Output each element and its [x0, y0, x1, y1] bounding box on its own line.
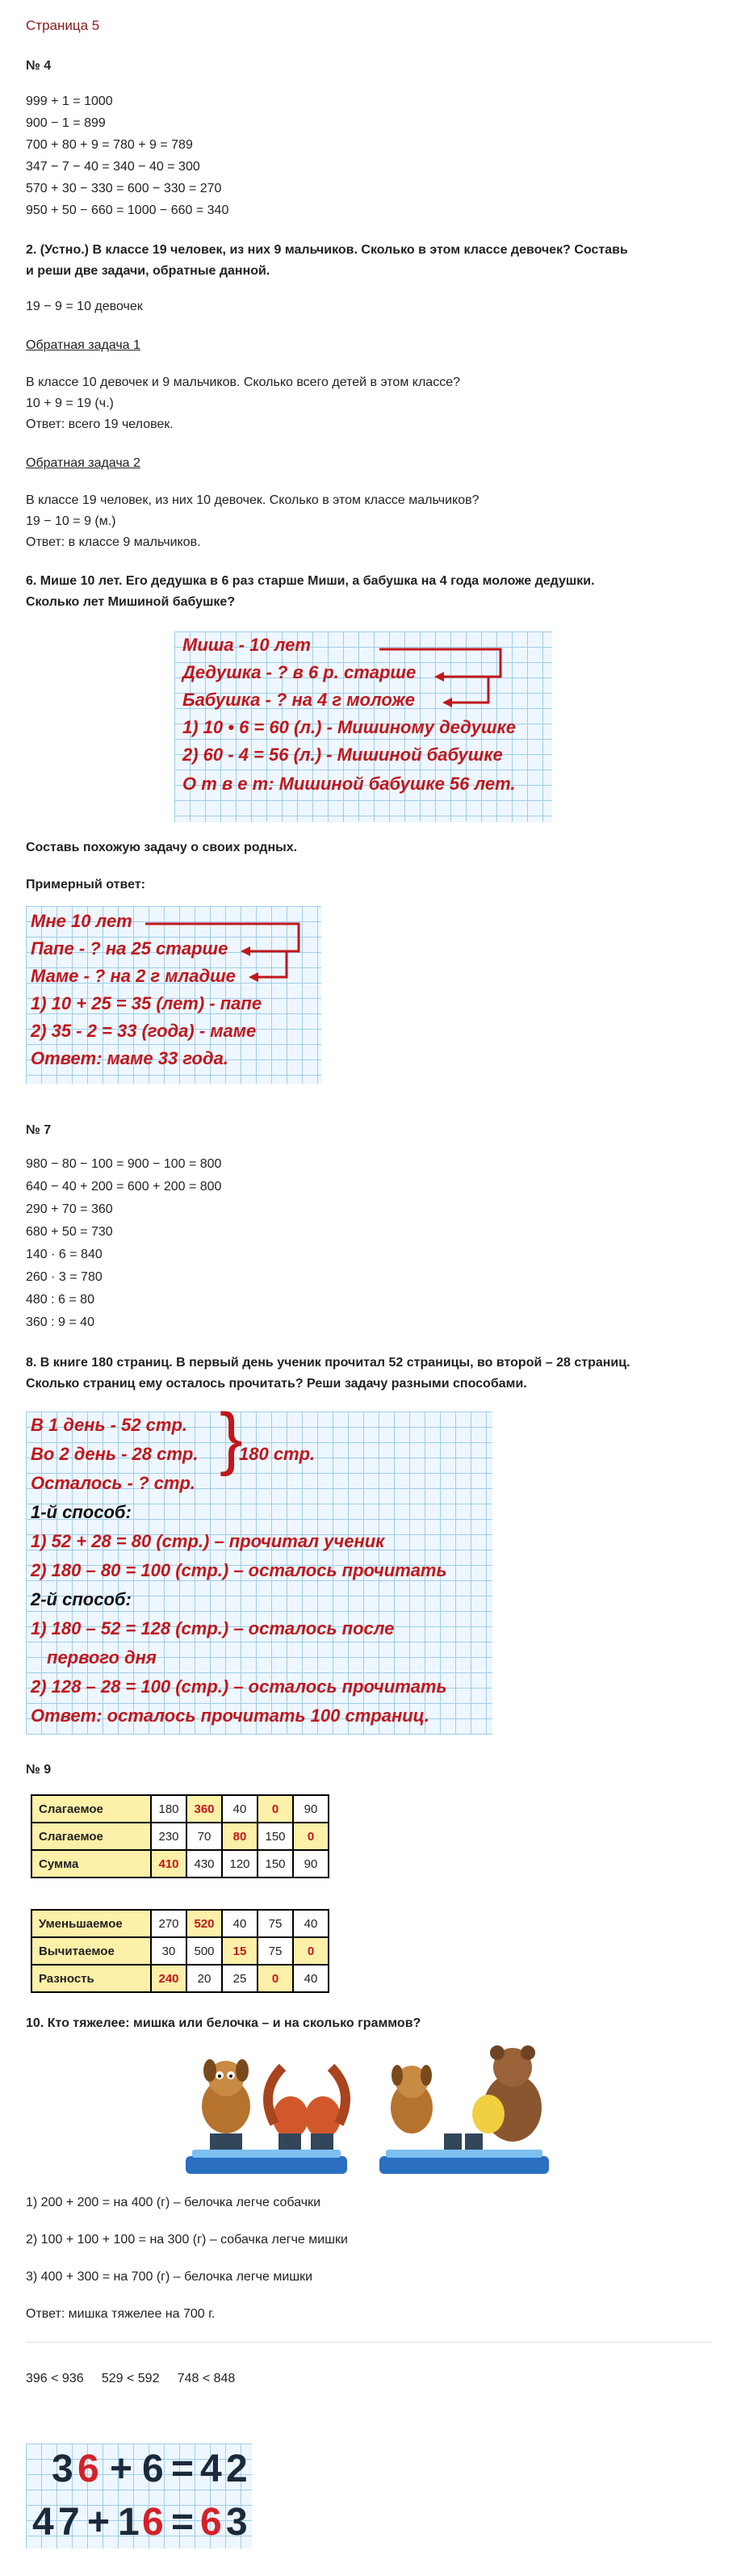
table-row: [31, 1850, 329, 1877]
table-cell: 230: [151, 1823, 186, 1850]
task-7-line: 640 − 40 + 200 = 600 + 200 = 800: [26, 1180, 222, 1194]
scale-dog-bear-icon: [379, 2045, 549, 2174]
task-4-line: 900 − 1 = 899: [26, 116, 106, 130]
equation-equals: =: [171, 2448, 195, 2490]
table-cell: 30: [151, 1937, 186, 1965]
inverse-task-1-answer: Ответ: всего 19 человек.: [26, 417, 174, 431]
table-header-cell: Уменьшаемое: [31, 1910, 151, 1937]
table-cell: 0: [258, 1795, 293, 1823]
table-header-cell: Сумма: [31, 1850, 151, 1877]
table-cell: 270: [151, 1910, 186, 1937]
table-row: [31, 1795, 329, 1823]
relation-arrows: [347, 638, 509, 711]
table-cell: 75: [258, 1910, 293, 1937]
task-7-number: № 7: [26, 1123, 52, 1137]
task-8-question: 8. В книге 180 страниц. В первый день ученик прочитал 52 страницы, во второй – 28 страниц.: [26, 1356, 630, 1370]
task-7-line: 140 · 6 = 840: [26, 1248, 103, 1261]
inverse-task-1-solution: 10 + 9 = 19 (ч.): [26, 396, 114, 410]
inverse-task-1-title: Обратная задача 1: [26, 338, 140, 352]
solution-line: Маме - ? на 2 г младше: [31, 966, 236, 986]
table-cell: 40: [293, 1910, 329, 1937]
table-cell: 0: [293, 1823, 329, 1850]
table-row: [31, 1937, 329, 1965]
inverse-task-2-title: Обратная задача 2: [26, 456, 140, 470]
equation-digit-answer: 6: [77, 2448, 99, 2490]
equation-equals: =: [171, 2501, 195, 2544]
table-cell: 180: [151, 1795, 186, 1823]
method-2-label: 2-й способ:: [31, 1589, 132, 1609]
method-1-label: 1-й способ:: [31, 1502, 132, 1522]
table-cell: 75: [258, 1937, 293, 1965]
equation-digit: 1: [118, 2501, 140, 2544]
equation-digit: 3: [52, 2448, 73, 2490]
task-4-line: 999 + 1 = 1000: [26, 94, 113, 108]
table-header-cell: Разность: [31, 1965, 151, 1992]
table-row: [31, 1823, 329, 1850]
solution-line: Миша - 10 лет: [182, 635, 311, 655]
task-4-number: № 4: [26, 59, 52, 73]
solution-line: Ответ: осталось прочитать 100 страниц.: [31, 1705, 429, 1726]
task-4-line: 347 − 7 − 40 = 340 − 40 = 300: [26, 160, 200, 174]
task-4-line: 570 + 30 − 330 = 600 − 330 = 270: [26, 182, 222, 195]
divider: [26, 2342, 712, 2343]
equation-digit: 7: [58, 2501, 80, 2544]
solution-line: 1) 180 – 52 = 128 (стр.) – осталось после: [31, 1618, 395, 1638]
solution-line: Папе - ? на 25 старше: [31, 938, 228, 959]
equation-digit: 3: [226, 2501, 248, 2544]
table-cell: 150: [258, 1850, 293, 1877]
task-6-question: 6. Мише 10 лет. Его дедушка в 6 раз старше Миши, а бабушка на 4 года моложе дедушки.: [26, 574, 595, 588]
task-7-line: 260 · 3 = 780: [26, 1270, 103, 1284]
task-10-step: 3) 400 + 300 = на 700 (г) – белочка легче мишки: [26, 2270, 313, 2284]
table-cell: 20: [186, 1965, 222, 1992]
page-title: Страница 5: [26, 18, 100, 33]
task-8-question-cont: Сколько страниц ему осталось прочитать? Реши задачу разными способами.: [26, 1377, 527, 1391]
table-cell: 90: [293, 1795, 329, 1823]
equation-digit: 2: [226, 2448, 248, 2490]
solution-line: 2) 60 - 4 = 56 (л.) - Мишиной бабушке: [182, 745, 503, 765]
inverse-task-2-solution: 19 − 10 = 9 (м.): [26, 514, 116, 528]
task-10-answer: Ответ: мишка тяжелее на 700 г.: [26, 2307, 216, 2321]
solution-line: Осталось - ? стр.: [31, 1473, 195, 1493]
inverse-task-2-text: В классе 19 человек, из них 10 девочек. Сколько в этом классе мальчиков?: [26, 493, 479, 507]
table-cell: 40: [222, 1910, 258, 1937]
task-7-line: 680 + 50 = 730: [26, 1225, 113, 1239]
solution-line: 1) 52 + 28 = 80 (стр.) – прочитал ученик: [31, 1531, 385, 1551]
solution-line: О т в е т: Мишиной бабушке 56 лет.: [182, 774, 516, 794]
task-6-question-cont: Сколько лет Мишиной бабушке?: [26, 595, 236, 609]
relation-arrows: [121, 913, 315, 985]
solution-line: первого дня: [47, 1647, 157, 1668]
comparison-line: 396 < 936 529 < 592 748 < 848: [26, 2372, 236, 2385]
table-cell: 240: [151, 1965, 186, 1992]
compose-task-text: Составь похожую задачу о своих родных.: [26, 841, 298, 854]
task-2-question-cont: и реши две задачи, обратные данной.: [26, 264, 270, 278]
equation-digit: 6: [142, 2448, 164, 2490]
table-header-cell: Вычитаемое: [31, 1937, 151, 1965]
table-cell: 25: [222, 1965, 258, 1992]
sample-answer-label: Примерный ответ:: [26, 878, 145, 892]
solution-line: 1) 10 + 25 = 35 (лет) - папе: [31, 993, 262, 1013]
table-cell: 120: [222, 1850, 258, 1877]
task-7-line: 290 + 70 = 360: [26, 1202, 113, 1216]
curly-brace: }: [220, 1399, 243, 1477]
table-header-cell: Слагаемое: [31, 1823, 151, 1850]
table-row: [31, 1965, 329, 1992]
scale-dog-squirrels-icon: [186, 2059, 347, 2174]
table-cell: 40: [222, 1795, 258, 1823]
task-7-line: 980 − 80 − 100 = 900 − 100 = 800: [26, 1157, 222, 1171]
table-cell: 70: [186, 1823, 222, 1850]
inverse-task-2-answer: Ответ: в классе 9 мальчиков.: [26, 535, 201, 549]
table-cell: 360: [186, 1795, 222, 1823]
table-cell: 430: [186, 1850, 222, 1877]
addition-table: [31, 1794, 329, 1878]
task-4-line: 700 + 80 + 9 = 780 + 9 = 789: [26, 138, 193, 152]
solution-line: Ответ: маме 33 года.: [31, 1048, 228, 1068]
solution-line: 1) 10 • 6 = 60 (л.) - Мишиному дедушке: [182, 717, 516, 737]
solution-line: 2) 128 – 28 = 100 (стр.) – осталось прочитать: [31, 1676, 447, 1697]
table-header-cell: Слагаемое: [31, 1795, 151, 1823]
table-cell: 0: [258, 1965, 293, 1992]
inverse-task-1-text: В классе 10 девочек и 9 мальчиков. Сколько всего детей в этом классе?: [26, 375, 460, 389]
solution-line: Бабушка - ? на 4 г моложе: [182, 690, 415, 710]
task-10-step: 1) 200 + 200 = на 400 (г) – белочка легче собачки: [26, 2196, 321, 2209]
table-row: [31, 1910, 329, 1937]
equation-digit-answer: 6: [200, 2501, 222, 2544]
equation-digit-answer: 6: [142, 2501, 164, 2544]
equation-digit: 4: [32, 2501, 54, 2544]
equation-operator: +: [87, 2501, 111, 2544]
solution-line: Во 2 день - 28 стр.: [31, 1444, 199, 1464]
solution-line: Мне 10 лет: [31, 911, 132, 931]
task-10-question: 10. Кто тяжелее: мишка или белочка – и на сколько граммов?: [26, 2016, 421, 2030]
equation-operator: +: [110, 2448, 133, 2490]
table-cell: 150: [258, 1823, 293, 1850]
task-7-line: 480 : 6 = 80: [26, 1293, 94, 1307]
equation-digit: 4: [200, 2448, 222, 2490]
table-cell: 0: [293, 1937, 329, 1965]
table-cell: 90: [293, 1850, 329, 1877]
solution-line: В 1 день - 52 стр.: [31, 1415, 188, 1435]
task-2-answer: 19 − 9 = 10 девочек: [26, 300, 143, 313]
table-cell: 40: [293, 1965, 329, 1992]
table-cell: 15: [222, 1937, 258, 1965]
subtraction-table: [31, 1909, 329, 1993]
task-7-line: 360 : 9 = 40: [26, 1315, 94, 1329]
table-cell: 410: [151, 1850, 186, 1877]
balance-scales-illustration: [178, 2043, 557, 2185]
solution-line: 2) 180 – 80 = 100 (стр.) – осталось прочитать: [31, 1560, 447, 1580]
solution-line: Дедушка - ? в 6 р. старше: [182, 662, 417, 682]
task-10-step: 2) 100 + 100 + 100 = на 300 (г) – собачка легче мишки: [26, 2233, 348, 2247]
task-9-number: № 9: [26, 1763, 52, 1777]
task-2-question: 2. (Устно.) В классе 19 человек, из них 9 мальчиков. Сколько в этом классе девочек? Составь: [26, 243, 628, 257]
table-cell: 500: [186, 1937, 222, 1965]
task-4-line: 950 + 50 − 660 = 1000 − 660 = 340: [26, 203, 229, 217]
table-cell: 520: [186, 1910, 222, 1937]
table-cell: 80: [222, 1823, 258, 1850]
brace-total-label: 180 стр.: [239, 1444, 316, 1464]
solution-line: 2) 35 - 2 = 33 (года) - маме: [31, 1021, 257, 1041]
